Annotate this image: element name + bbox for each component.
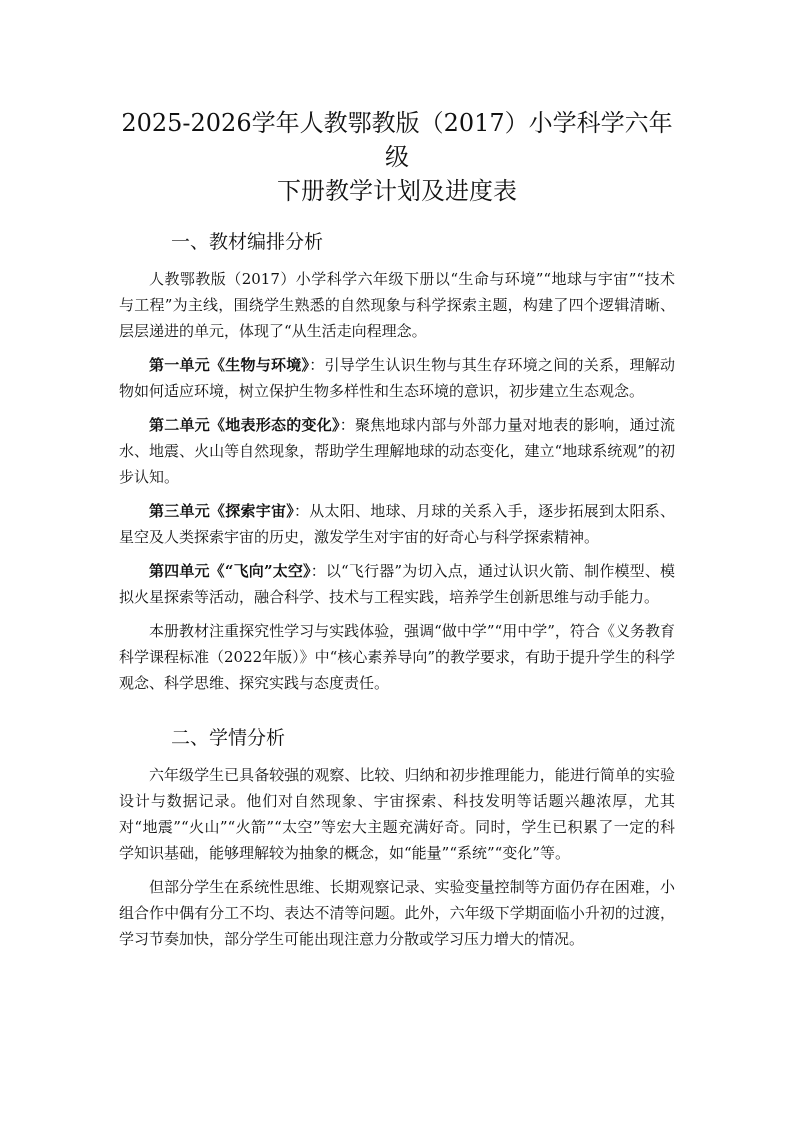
unit-4-title: 第四单元《“飞向”太空》 [149, 562, 311, 580]
unit-1-title: 第一单元《生物与环境》 [149, 356, 310, 374]
section1-intro-paragraph: 人教鄂教版（2017）小学科学六年级下册以“生命与环境”“地球与宇宙”“技术与工程”为主线，围绕学生熟悉的自然现象与科学探索主题，构建了四个逻辑清晰、层层递进的单元，体现了“从生活走向程理念。 [119, 270, 675, 340]
unit-2-title: 第二单元《地表形态的变化》 [149, 416, 340, 434]
section-heading-student-analysis: 二、学情分析 [171, 727, 286, 749]
unit-3-paragraph [119, 498, 675, 550]
unit-1-text: ：引导学生认识生物与其生存环境之间的关系，理解动物如何适应环境，树立保护生物多样性和生态环境的意识，初步建立生态观念。 [119, 356, 675, 400]
unit-2-paragraph [119, 412, 675, 490]
section2-paragraph-2: 但部分学生在系统性思维、长期观察记录、实验变量控制等方面仍存在困难，小组合作中偶有分工不均、表达不清等问题。此外，六年级下学期面临小升初的过渡，学习节奏加快，部分学生可能出现注意力分散或学习压力增大的情况。 [119, 878, 675, 948]
unit-3-title: 第三单元《探索宇宙》 [149, 502, 294, 520]
unit-4-text: ：以“飞行器”为切入点，通过认识火箭、制作模型、模拟火星探索等活动，融合科学、技术与工程实践，培养学生创新思维与动手能力。 [119, 562, 676, 606]
document-title-line-2: 下册教学计划及进度表 [277, 177, 517, 205]
section2-paragraph-1: 六年级学生已具备较强的观察、比较、归纳和初步推理能力，能进行简单的实验设计与数据记录。他们对自然现象、宇宙探索、科技发明等话题兴趣浓厚，尤其对“地震”“火山”“火箭”“太空”等宏大主题充满好奇。同时，学生已积累了一定的科学知识基础，能够理解较为抽象的概念，如“能量”“系统”“变化”等。 [119, 766, 675, 862]
section-heading-textbook-analysis: 一、教材编排分析 [171, 231, 324, 253]
unit-1-paragraph [119, 352, 675, 404]
document-title-line-1: 2025-2026学年人教鄂教版（2017）小学科学六年级 [121, 109, 673, 171]
unit-4-paragraph [119, 558, 675, 610]
document-title [119, 0, 675, 208]
unit-2-text: ：聚焦地球内部与外部力量对地表的影响，通过流水、地震、火山等自然现象，帮助学生理解地球的动态变化，建立“地球系统观”的初步认知。 [119, 416, 675, 486]
unit-3-text: ：从太阳、地球、月球的关系入手，逐步拓展到太阳系、星空及人类探索宇宙的历史，激发学生对宇宙的好奇心与科学探索精神。 [119, 502, 675, 546]
section1-closing-paragraph: 本册教材注重探究性学习与实践体验，强调“做中学”“用中学”，符合《义务教育科学课程标准（2022年版）》中“核心素养导向”的教学要求，有助于提升学生的科学观念、科学思维、探究实践与态度责任。 [119, 622, 676, 692]
